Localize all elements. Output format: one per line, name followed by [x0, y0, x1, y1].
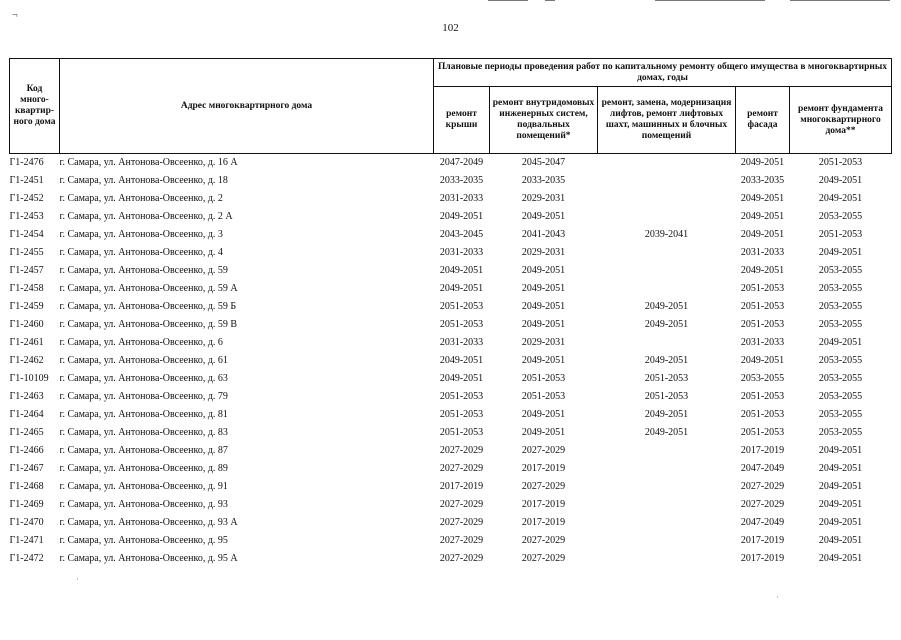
facade-period: 2031-2033 [740, 247, 785, 258]
facade-period: 2051-2053 [740, 391, 785, 402]
roof-period: 2051-2053 [439, 427, 484, 438]
engineering-period: 2029-2031 [521, 193, 566, 204]
house-address: г. Самара, ул. Антонова-Овсеенко, д. 59 В [59, 319, 238, 330]
facade-period: 2051-2053 [740, 319, 785, 330]
header-periods-group: Плановые периоды проведения работ по капитальному ремонту общего имущества в многоквартирных домах, годы [434, 59, 892, 87]
facade-period: 2033-2035 [740, 175, 785, 186]
house-address: г. Самара, ул. Антонова-Овсеенко, д. 89 [59, 463, 228, 474]
lift-period: 2049-2051 [644, 301, 689, 312]
foundation-period: 2053-2055 [818, 319, 863, 330]
roof-period: 2051-2053 [439, 301, 484, 312]
facade-period: 2047-2049 [740, 463, 785, 474]
house-address: г. Самара, ул. Антонова-Овсеенко, д. 95 А [59, 553, 238, 564]
roof-period: 2027-2029 [439, 535, 484, 546]
foundation-period: 2049-2051 [818, 481, 863, 492]
foundation-period: 2053-2055 [818, 373, 863, 384]
scan-speck: · [76, 574, 79, 584]
facade-period: 2027-2029 [740, 481, 785, 492]
lift-period [598, 550, 736, 568]
facade-period: 2049-2051 [740, 265, 785, 276]
header-address: Адрес многоквартирного дома [60, 59, 434, 154]
house-code: Г1-2453 [9, 211, 44, 222]
table-row [10, 496, 892, 514]
facade-period: 2051-2053 [740, 427, 785, 438]
table-row [10, 208, 892, 226]
capital-repair-table [9, 58, 892, 568]
lift-period: 2049-2051 [644, 427, 689, 438]
engineering-period: 2027-2029 [521, 535, 566, 546]
house-code: Г1-2463 [9, 391, 44, 402]
engineering-period: 2027-2029 [521, 445, 566, 456]
roof-period: 2027-2029 [439, 463, 484, 474]
page-number: 102 [442, 22, 459, 34]
house-code: Г1-2470 [9, 517, 44, 528]
roof-period: 2047-2049 [439, 157, 484, 168]
roof-period: 2049-2051 [439, 265, 484, 276]
engineering-period: 2017-2019 [521, 499, 566, 510]
lift-period [598, 496, 736, 514]
house-address: г. Самара, ул. Антонова-Овсеенко, д. 2 А [59, 211, 233, 222]
house-address: г. Самара, ул. Антонова-Овсеенко, д. 83 [59, 427, 228, 438]
house-code: Г1-2462 [9, 355, 44, 366]
engineering-period: 2017-2019 [521, 463, 566, 474]
lift-period: 2039-2041 [644, 229, 689, 240]
roof-period: 2031-2033 [439, 193, 484, 204]
facade-period: 2049-2051 [740, 157, 785, 168]
facade-period: 2049-2051 [740, 229, 785, 240]
roof-period: 2049-2051 [439, 283, 484, 294]
lift-period [598, 514, 736, 532]
roof-period: 2049-2051 [439, 211, 484, 222]
house-address: г. Самара, ул. Антонова-Овсеенко, д. 59 [59, 265, 228, 276]
roof-period: 2027-2029 [439, 499, 484, 510]
facade-period: 2051-2053 [740, 301, 785, 312]
house-code: Г1-2455 [9, 247, 44, 258]
lift-period [598, 334, 736, 352]
house-code: Г1-2461 [9, 337, 44, 348]
engineering-period: 2029-2031 [521, 247, 566, 258]
lift-period [598, 190, 736, 208]
lift-period: 2049-2051 [644, 355, 689, 366]
scan-rule [488, 0, 528, 1]
header-facade: ремонт фасада [736, 87, 790, 154]
lift-period [598, 244, 736, 262]
engineering-period: 2027-2029 [521, 553, 566, 564]
lift-period [598, 280, 736, 298]
house-address: г. Самара, ул. Антонова-Овсеенко, д. 18 [59, 175, 228, 186]
foundation-period: 2049-2051 [818, 517, 863, 528]
lift-period [598, 442, 736, 460]
foundation-period: 2053-2055 [818, 391, 863, 402]
foundation-period: 2049-2051 [818, 193, 863, 204]
roof-period: 2027-2029 [439, 445, 484, 456]
lift-period: 2051-2053 [644, 391, 689, 402]
table-row [10, 190, 892, 208]
header-roof: ремонт крыши [434, 87, 490, 154]
table-row [10, 334, 892, 352]
house-address: г. Самара, ул. Антонова-Овсеенко, д. 93 А [59, 517, 238, 528]
house-code: Г1-2468 [9, 481, 44, 492]
scan-rule [655, 0, 765, 1]
house-address: г. Самара, ул. Антонова-Овсеенко, д. 63 [59, 373, 228, 384]
facade-period: 2049-2051 [740, 193, 785, 204]
engineering-period: 2049-2051 [521, 283, 566, 294]
house-code: Г1-2471 [9, 535, 44, 546]
facade-period: 2049-2051 [740, 355, 785, 366]
foundation-period: 2049-2051 [818, 535, 863, 546]
facade-period: 2031-2033 [740, 337, 785, 348]
house-code: Г1-2464 [9, 409, 44, 420]
foundation-period: 2051-2053 [818, 157, 863, 168]
lift-period: 2051-2053 [644, 373, 689, 384]
engineering-period: 2041-2043 [521, 229, 566, 240]
foundation-period: 2051-2053 [818, 229, 863, 240]
house-code: Г1-2466 [9, 445, 44, 456]
house-address: г. Самара, ул. Антонова-Овсеенко, д. 61 [59, 355, 228, 366]
foundation-period: 2053-2055 [818, 355, 863, 366]
engineering-period: 2049-2051 [521, 427, 566, 438]
table-row [10, 226, 892, 244]
house-code: Г1-10109 [9, 373, 49, 384]
engineering-period: 2051-2053 [521, 373, 566, 384]
roof-period: 2049-2051 [439, 373, 484, 384]
table-row [10, 550, 892, 568]
house-code: Г1-2459 [9, 301, 44, 312]
house-code: Г1-2460 [9, 319, 44, 330]
foundation-period: 2049-2051 [818, 463, 863, 474]
table-row [10, 244, 892, 262]
foundation-period: 2049-2051 [818, 175, 863, 186]
foundation-period: 2049-2051 [818, 247, 863, 258]
engineering-period: 2049-2051 [521, 355, 566, 366]
table-row [10, 460, 892, 478]
roof-period: 2027-2029 [439, 553, 484, 564]
table-row [10, 478, 892, 496]
scan-rule [545, 0, 555, 1]
lift-period: 2049-2051 [644, 409, 689, 420]
house-address: г. Самара, ул. Антонова-Овсеенко, д. 4 [59, 247, 223, 258]
foundation-period: 2053-2055 [818, 409, 863, 420]
facade-period: 2047-2049 [740, 517, 785, 528]
engineering-period: 2049-2051 [521, 265, 566, 276]
lift-period [598, 478, 736, 496]
table-row [10, 532, 892, 550]
foundation-period: 2053-2055 [818, 283, 863, 294]
table-row [10, 424, 892, 442]
header-foundation: ремонт фундамента многоквартирного дома** [790, 87, 892, 154]
roof-period: 2043-2045 [439, 229, 484, 240]
engineering-period: 2049-2051 [521, 319, 566, 330]
engineering-period: 2051-2053 [521, 391, 566, 402]
house-address: г. Самара, ул. Антонова-Овсеенко, д. 91 [59, 481, 228, 492]
house-code: Г1-2465 [9, 427, 44, 438]
house-code: Г1-2469 [9, 499, 44, 510]
facade-period: 2017-2019 [740, 553, 785, 564]
roof-period: 2051-2053 [439, 391, 484, 402]
foundation-period: 2049-2051 [818, 337, 863, 348]
roof-period: 2017-2019 [439, 481, 484, 492]
house-address: г. Самара, ул. Антонова-Овсеенко, д. 6 [59, 337, 223, 348]
roof-period: 2049-2051 [439, 355, 484, 366]
lift-period [598, 532, 736, 550]
header-code: Код много-квартир-ного дома [10, 59, 60, 154]
house-address: г. Самара, ул. Антонова-Овсеенко, д. 2 [59, 193, 223, 204]
facade-period: 2017-2019 [740, 535, 785, 546]
foundation-period: 2053-2055 [818, 427, 863, 438]
engineering-period: 2049-2051 [521, 211, 566, 222]
table-row [10, 316, 892, 334]
engineering-period: 2049-2051 [521, 409, 566, 420]
house-address: г. Самара, ул. Антонова-Овсеенко, д. 59 Б [59, 301, 237, 312]
scan-rule [790, 0, 890, 1]
roof-period: 2031-2033 [439, 337, 484, 348]
header-engineering: ремонт внутридомовых инженерных систем, подвальных помещений* [490, 87, 598, 154]
engineering-period: 2017-2019 [521, 517, 566, 528]
facade-period: 2051-2053 [740, 409, 785, 420]
table-row [10, 172, 892, 190]
lift-period: 2049-2051 [644, 319, 689, 330]
foundation-period: 2049-2051 [818, 445, 863, 456]
table-body [10, 154, 892, 569]
facade-period: 2049-2051 [740, 211, 785, 222]
lift-period [598, 172, 736, 190]
corner-mark: ¬ [12, 10, 18, 21]
house-code: Г1-2451 [9, 175, 44, 186]
table-row [10, 514, 892, 532]
lift-period [598, 262, 736, 280]
engineering-period: 2033-2035 [521, 175, 566, 186]
house-address: г. Самара, ул. Антонова-Овсеенко, д. 16 А [59, 157, 238, 168]
engineering-period: 2029-2031 [521, 337, 566, 348]
facade-period: 2027-2029 [740, 499, 785, 510]
table-row [10, 154, 892, 173]
foundation-period: 2049-2051 [818, 499, 863, 510]
table-row [10, 442, 892, 460]
table-row [10, 280, 892, 298]
engineering-period: 2049-2051 [521, 301, 566, 312]
table-row [10, 370, 892, 388]
house-code: Г1-2467 [9, 463, 44, 474]
engineering-period: 2027-2029 [521, 481, 566, 492]
foundation-period: 2053-2055 [818, 265, 863, 276]
house-address: г. Самара, ул. Антонова-Овсеенко, д. 79 [59, 391, 228, 402]
house-code: Г1-2454 [9, 229, 44, 240]
table-row [10, 352, 892, 370]
roof-period: 2033-2035 [439, 175, 484, 186]
table-row [10, 298, 892, 316]
engineering-period: 2045-2047 [521, 157, 566, 168]
header-lift: ремонт, замена, модернизация лифтов, ремонт лифтовых шахт, машинных и блочных помещений [598, 87, 736, 154]
house-address: г. Самара, ул. Антонова-Овсеенко, д. 59 А [59, 283, 238, 294]
table-row [10, 406, 892, 424]
roof-period: 2051-2053 [439, 409, 484, 420]
foundation-period: 2049-2051 [818, 553, 863, 564]
foundation-period: 2053-2055 [818, 211, 863, 222]
house-address: г. Самара, ул. Антонова-Овсеенко, д. 3 [59, 229, 223, 240]
roof-period: 2031-2033 [439, 247, 484, 258]
facade-period: 2051-2053 [740, 283, 785, 294]
house-address: г. Самара, ул. Антонова-Овсеенко, д. 93 [59, 499, 228, 510]
lift-period [598, 208, 736, 226]
table-row [10, 388, 892, 406]
foundation-period: 2053-2055 [818, 301, 863, 312]
lift-period [598, 460, 736, 478]
facade-period: 2017-2019 [740, 445, 785, 456]
house-address: г. Самара, ул. Антонова-Овсеенко, д. 87 [59, 445, 228, 456]
house-code: Г1-2452 [9, 193, 44, 204]
house-code: Г1-2457 [9, 265, 44, 276]
roof-period: 2051-2053 [439, 319, 484, 330]
house-code: Г1-2458 [9, 283, 44, 294]
house-code: Г1-2472 [9, 553, 44, 564]
table-row [10, 262, 892, 280]
table-header [10, 59, 892, 154]
roof-period: 2027-2029 [439, 517, 484, 528]
scan-speck: · [776, 592, 779, 602]
house-address: г. Самара, ул. Антонова-Овсеенко, д. 95 [59, 535, 228, 546]
house-code: Г1-2476 [9, 157, 44, 168]
facade-period: 2053-2055 [740, 373, 785, 384]
lift-period [598, 154, 736, 173]
house-address: г. Самара, ул. Антонова-Овсеенко, д. 81 [59, 409, 228, 420]
